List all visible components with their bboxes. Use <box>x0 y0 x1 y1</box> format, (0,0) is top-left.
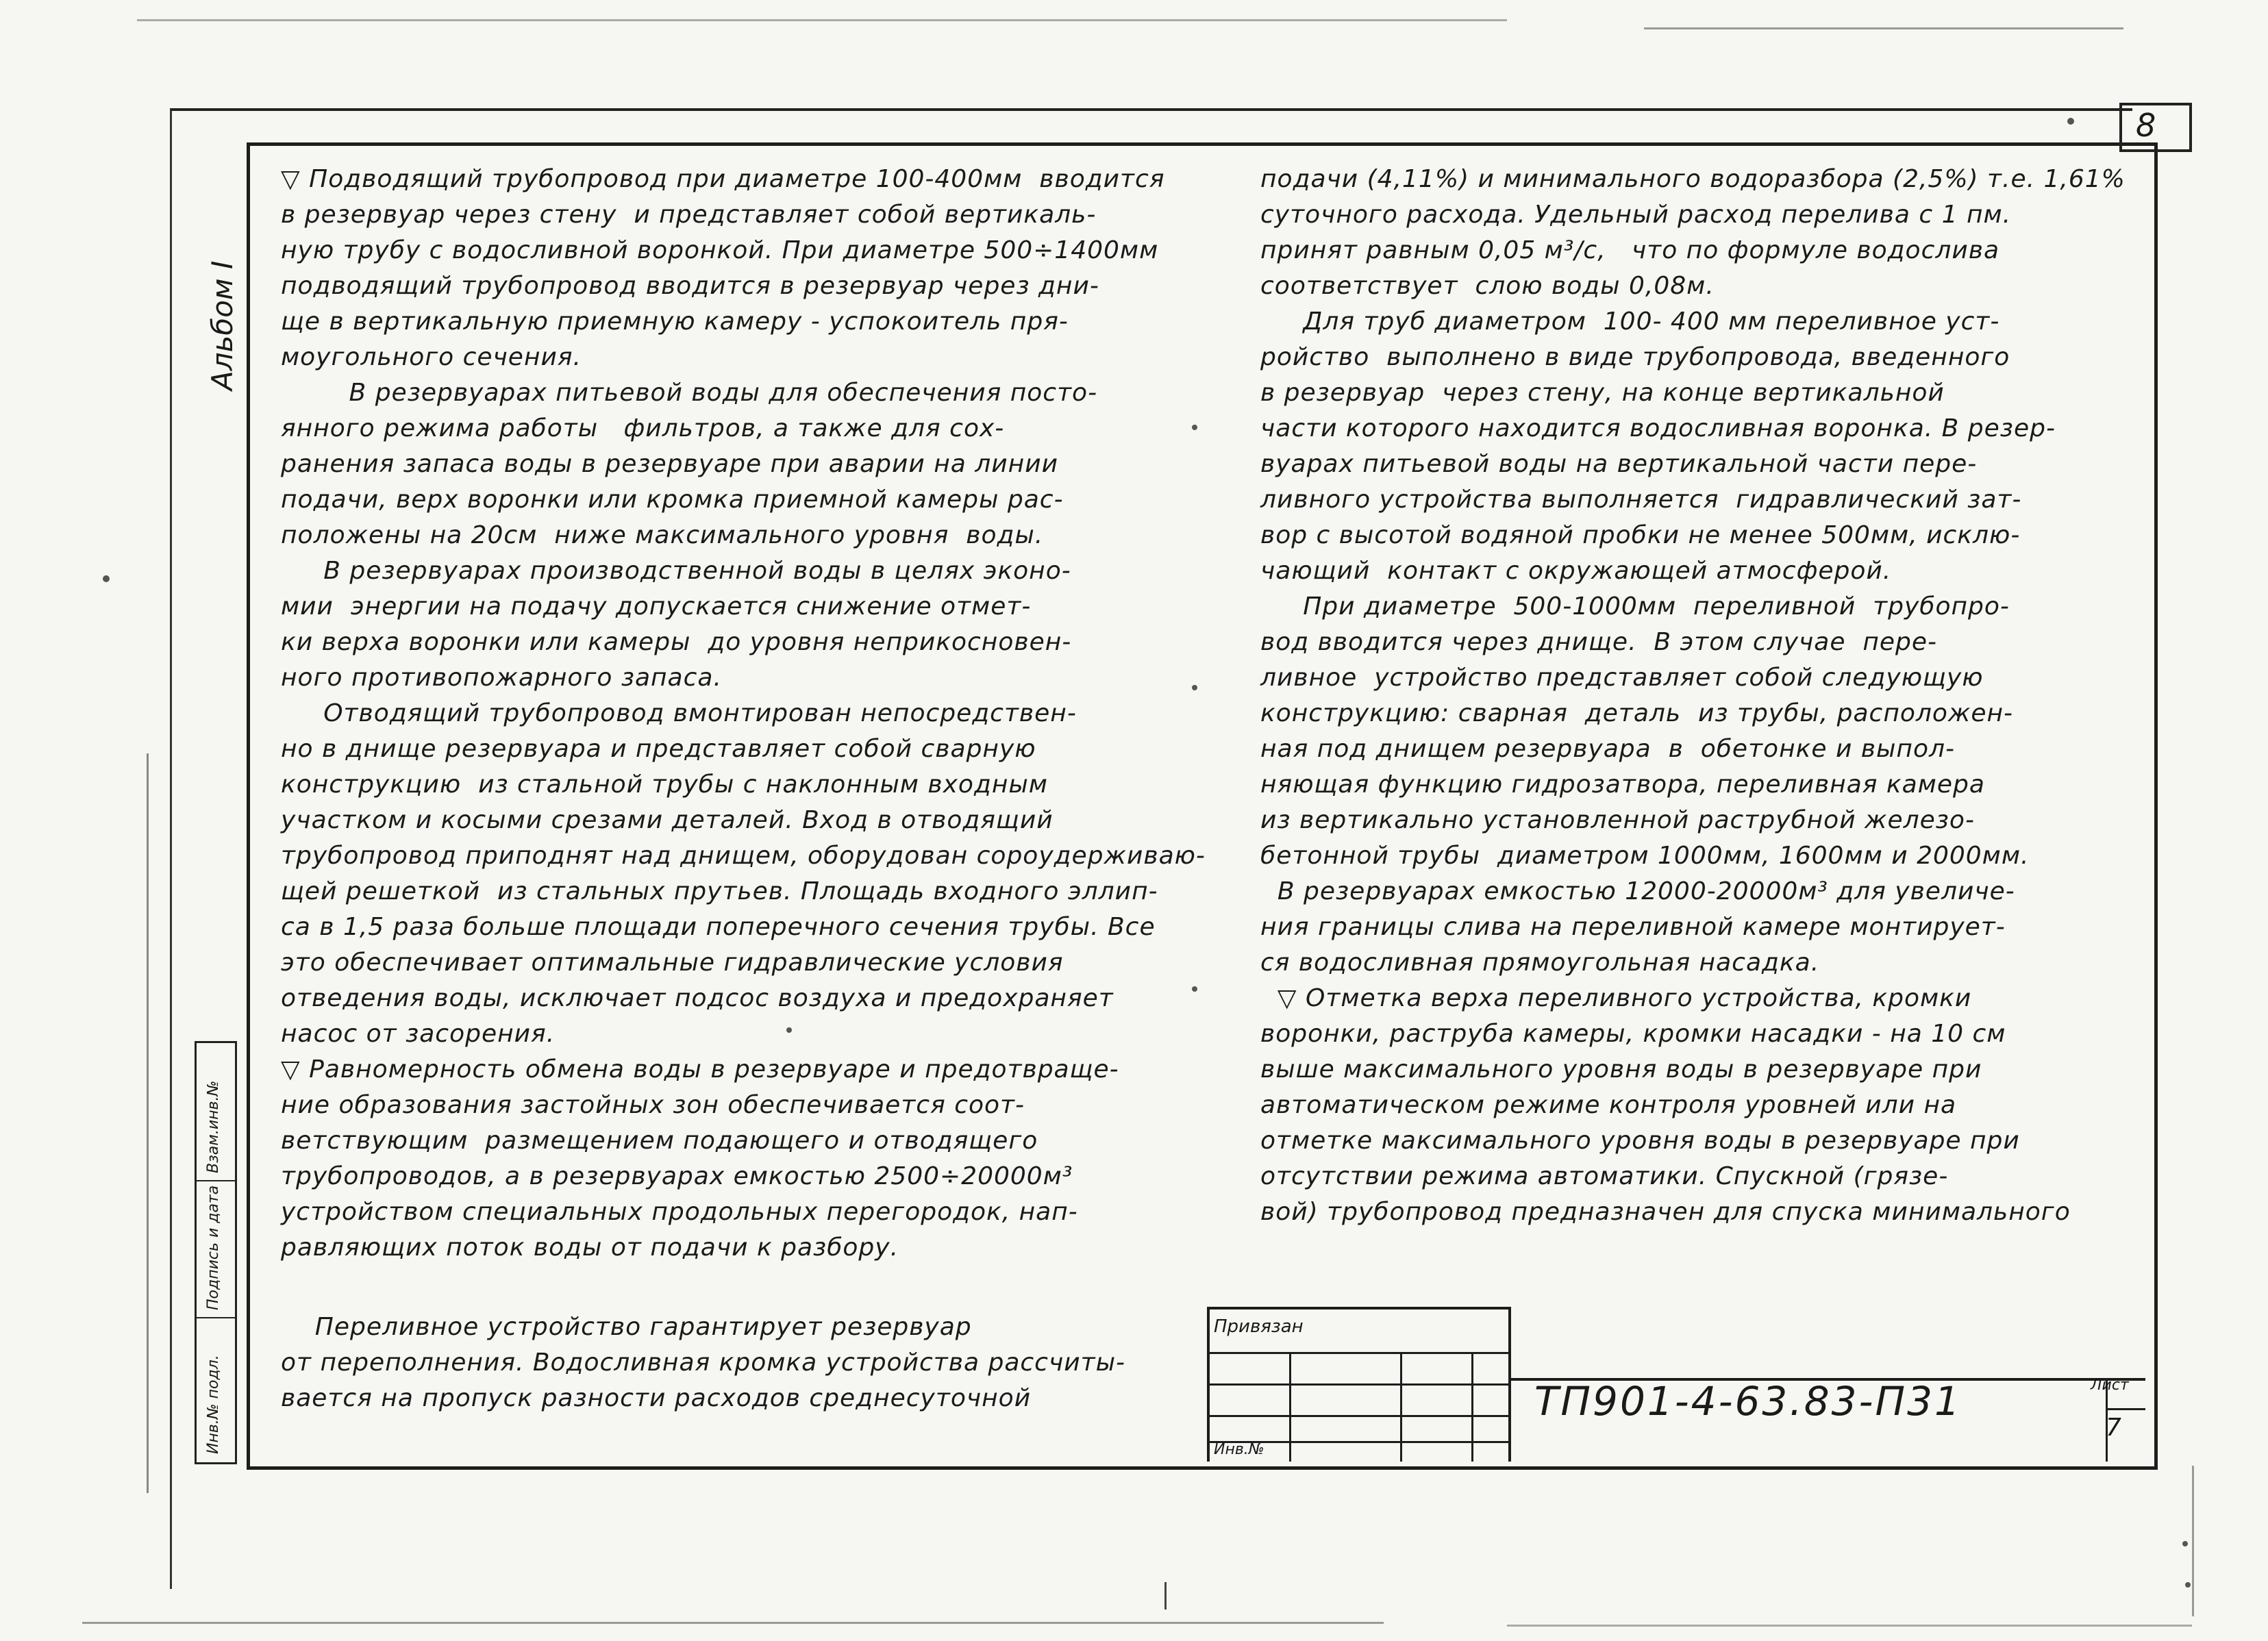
side-table-divider <box>197 1180 235 1181</box>
text-line: из вертикально установленной раструбной железо- <box>1260 806 1975 834</box>
text-line: ройство выполнено в виде трубопровода, введенного <box>1260 343 2010 371</box>
stamp-line <box>1207 1352 1508 1354</box>
stamp-line <box>1207 1383 1508 1386</box>
document-code: ТП901-4-63.83-П31 <box>1534 1378 1962 1425</box>
text-line: положены на 20см ниже максимального уровня воды. <box>281 521 1044 549</box>
list-number: 7 <box>2106 1414 2121 1442</box>
text-line: вуарах питьевой воды на вертикальной части пере- <box>1260 450 1978 478</box>
text-line: отведения воды, исключает подсос воздуха и предохраняет <box>281 984 1114 1012</box>
side-label-inventory: Инв.№ подл. <box>205 1355 222 1454</box>
text-line: трубопроводов, а в резервуарах емкостью 2500÷20000м³ <box>281 1162 1073 1190</box>
scan-artifact-line <box>1507 1625 2192 1627</box>
stamp-line <box>1508 1307 1511 1462</box>
text-line: ного противопожарного запаса. <box>281 664 722 692</box>
text-line: равляющих поток воды от подачи к разбору. <box>281 1233 899 1262</box>
stamp-line <box>1289 1352 1291 1462</box>
text-line: воронки, раструба камеры, кромки насадки - на 10 см <box>1260 1020 2006 1048</box>
scan-artifact-line <box>1164 1582 1167 1609</box>
text-line: от переполнения. Водосливная кромка устройства рассчиты- <box>281 1349 1126 1377</box>
text-line: вой) трубопровод предназначен для спуска минимального <box>1260 1198 2071 1226</box>
scan-dot <box>103 575 110 582</box>
text-line: это обеспечивает оптимальные гидравлические условия <box>281 949 1064 977</box>
text-line: бетонной трубы диаметром 1000мм, 1600мм и 2000мм. <box>1260 842 2030 870</box>
text-line: отсутствии режима автоматики. Спускной (грязе- <box>1260 1162 1949 1190</box>
left-bottom-paragraph <box>281 1310 1125 1416</box>
text-line: конструкцию из стальной трубы с наклонным входным <box>281 771 1048 799</box>
scan-artifact-line <box>1644 27 2123 29</box>
scan-dot <box>2185 1582 2191 1588</box>
scan-dot <box>1192 685 1197 690</box>
stamp-line <box>1207 1415 1508 1417</box>
stamp-line <box>2106 1408 2145 1410</box>
text-line: насос от засорения. <box>281 1020 556 1048</box>
text-line: В резервуарах емкостью 12000-20000м³ для увеличе- <box>1260 877 2015 905</box>
scan-dot <box>1192 425 1197 430</box>
text-line: мии энергии на подачу допускается снижение отмет- <box>281 592 1032 621</box>
text-line: ▽ Отметка верха переливного устройства, кромки <box>1260 984 1972 1012</box>
text-line: части которого находится водосливная воронка. В резер- <box>1260 414 2056 442</box>
text-line: суточного расхода. Удельный расход перелива с 1 пм. <box>1260 201 2012 229</box>
side-label-signature: Подпись и дата <box>205 1185 222 1310</box>
text-line: В резервуарах производственной воды в целях эконо- <box>281 557 1071 585</box>
text-line: выше максимального уровня воды в резервуаре при <box>1260 1055 1982 1083</box>
inventory-label: Инв.№ <box>1214 1441 1264 1458</box>
text-line: в резервуар через стену и представляет собой вертикаль- <box>281 201 1097 229</box>
text-line: подачи, верх воронки или кромка приемной камеры рас- <box>281 486 1064 514</box>
text-line: щей решеткой из стальных прутьев. Площадь входного эллип- <box>281 877 1158 905</box>
scan-dot <box>2182 1541 2188 1546</box>
scan-artifact-line <box>2192 1466 2194 1616</box>
text-line: ще в вертикальную приемную камеру - успокоитель пря- <box>281 308 1069 336</box>
text-line: вор с высотой водяной пробки не менее 500мм, исклю- <box>1260 521 2021 549</box>
text-line: няющая функцию гидрозатвора, переливная камера <box>1260 771 1985 799</box>
text-line: ▽ Равномерность обмена воды в резервуаре и предотвраще- <box>281 1055 1119 1083</box>
list-label: Лист <box>2091 1377 2129 1394</box>
text-line: вод вводится через днище. В этом случае пере- <box>1260 628 1938 656</box>
stamp-line <box>1400 1352 1402 1462</box>
text-line: подводящий трубопровод вводится в резервуар через дни- <box>281 272 1099 300</box>
text-line: подачи (4,11%) и минимального водоразбора (2,5%) т.е. 1,61% <box>1260 165 2126 193</box>
text-line: ▽ Подводящий трубопровод при диаметре 100-400мм вводится <box>281 165 1165 193</box>
text-line: Для труб диаметром 100- 400 мм переливное уст- <box>1260 308 2000 336</box>
text-line: моугольного сечения. <box>281 343 582 371</box>
stamp-line <box>1471 1352 1473 1462</box>
text-line: отметке максимального уровня воды в резервуаре при <box>1260 1127 2020 1155</box>
sheet-number: 8 <box>2136 107 2156 144</box>
text-line: автоматическом режиме контроля уровней или на <box>1260 1091 1957 1119</box>
text-line: ки верха воронки или камеры до уровня неприкосновен- <box>281 628 1072 656</box>
text-line: чающий контакт с окружающей атмосферой. <box>1260 557 1892 585</box>
scan-artifact-line <box>137 19 1507 21</box>
scan-dot <box>2067 118 2074 125</box>
text-line: ная под днищем резервуара в обетонке и выпол- <box>1260 735 1955 763</box>
text-line: в резервуар через стену, на конце вертикальной <box>1260 379 1945 407</box>
text-line: Отводящий трубопровод вмонтирован непосредствен- <box>281 699 1077 727</box>
text-line: Переливное устройство гарантирует резервуар <box>281 1313 972 1341</box>
text-line: вается на пропуск разности расходов среднесуточной <box>281 1384 1032 1412</box>
scan-artifact-line <box>147 753 149 1493</box>
text-line: соответствует слою воды 0,08м. <box>1260 272 1715 300</box>
scan-artifact-line <box>82 1622 1384 1624</box>
text-line: устройством специальных продольных перегородок, нап- <box>281 1198 1078 1226</box>
text-line: ся водосливная прямоугольная насадка. <box>1260 949 1820 977</box>
text-line: принят равным 0,05 м³/с, что по формуле водослива <box>1260 236 2000 264</box>
privyazan-label: Привязан <box>1214 1316 1304 1337</box>
text-line: ветствующим размещением подающего и отводящего <box>281 1127 1038 1155</box>
scan-dot <box>1192 986 1197 992</box>
text-line: ние образования застойных зон обеспечивается соот- <box>281 1091 1025 1119</box>
text-line: са в 1,5 раза больше площади поперечного сечения трубы. Все <box>281 913 1156 941</box>
text-line: При диаметре 500-1000мм переливной трубопро- <box>1260 592 2010 621</box>
side-table-divider <box>197 1317 235 1318</box>
text-line: янного режима работы фильтров, а также для сох- <box>281 414 1005 442</box>
right-text-column <box>1260 162 2130 1230</box>
stamp-line <box>1207 1307 1508 1310</box>
text-line: ливного устройства выполняется гидравлический зат- <box>1260 486 2022 514</box>
text-line: участком и косыми срезами деталей. Вход в отводящий <box>281 806 1054 834</box>
text-line: трубопровод приподнят над днищем, оборудован сороудерживаю- <box>281 842 1206 870</box>
left-text-column <box>281 162 1206 1266</box>
album-label: Альбом I <box>205 260 239 390</box>
text-line: конструкцию: сварная деталь из трубы, расположен- <box>1260 699 2014 727</box>
text-line: ранения запаса воды в резервуаре при аварии на линии <box>281 450 1058 478</box>
text-line: но в днище резервуара и представляет собой сварную <box>281 735 1036 763</box>
text-line: ливное устройство представляет собой следующую <box>1260 664 1984 692</box>
text-line: В резервуарах питьевой воды для обеспечения посто- <box>281 379 1098 407</box>
text-line: ную трубу с водосливной воронкой. При диаметре 500÷1400мм <box>281 236 1159 264</box>
text-line: ния границы слива на переливной камере монтирует- <box>1260 913 2006 941</box>
side-label-replacement: Взам.инв.№ <box>205 1080 222 1173</box>
side-approval-table <box>195 1041 237 1464</box>
